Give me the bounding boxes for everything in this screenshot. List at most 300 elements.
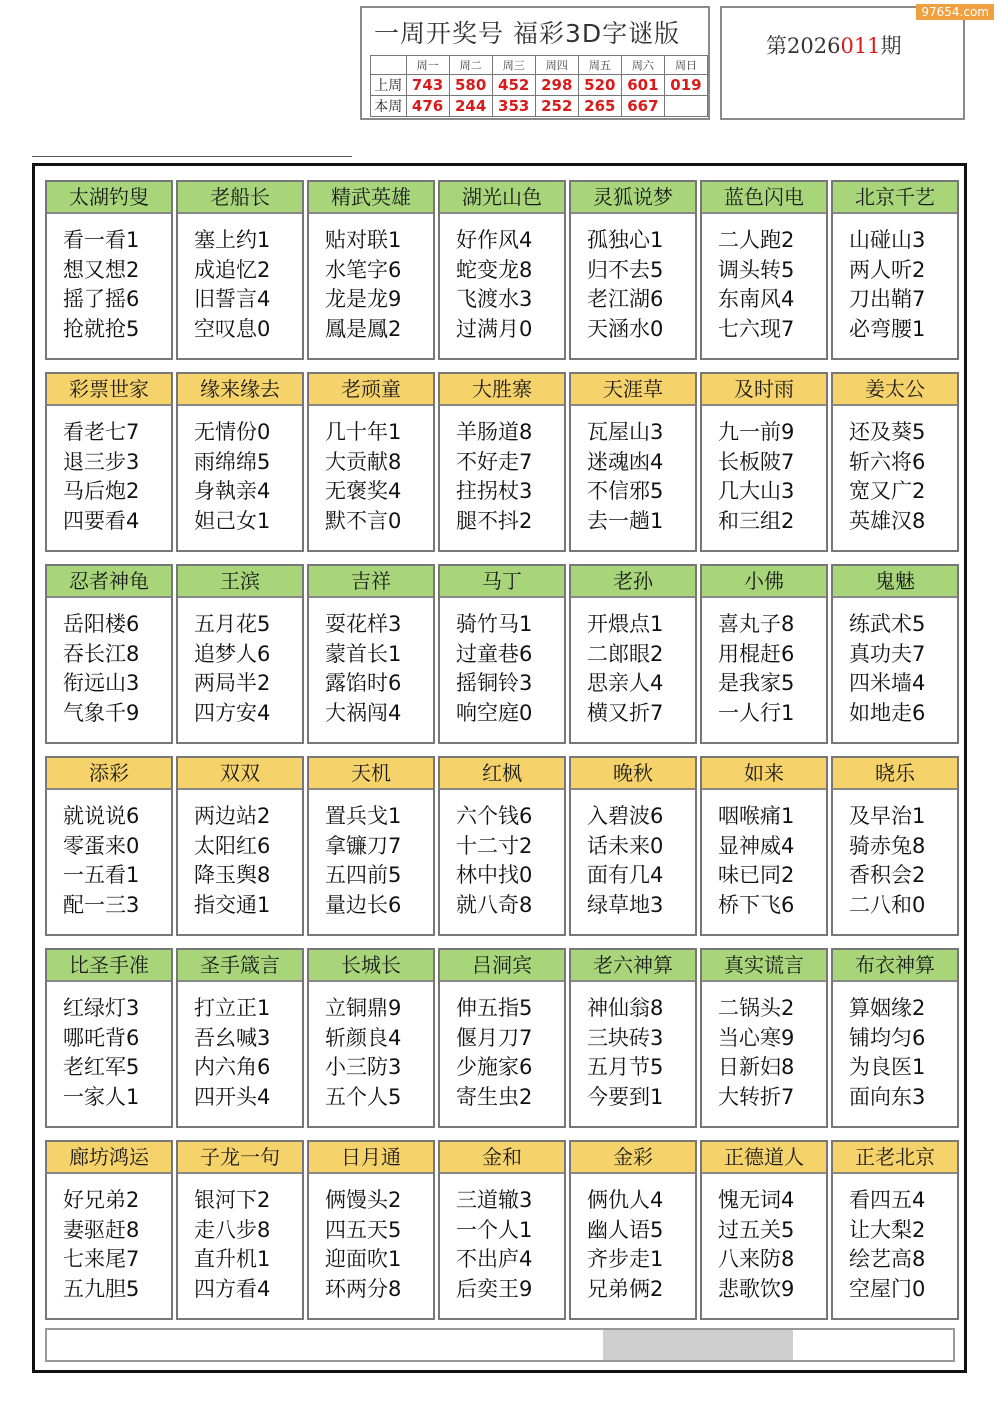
card-title: 晚秋	[571, 758, 695, 790]
riddle-line: 斩六将6	[849, 449, 926, 474]
riddle-card	[45, 180, 173, 360]
riddle-line: 大转折7	[718, 1084, 795, 1109]
riddle-line: 哪吒背6	[63, 1025, 140, 1050]
card-body	[571, 598, 695, 728]
riddle-card	[307, 1140, 435, 1320]
riddle-card	[438, 180, 566, 360]
riddle-card	[176, 1140, 304, 1320]
card-body	[833, 1174, 957, 1304]
riddle-card	[700, 564, 828, 744]
card-title: 北京千艺	[833, 182, 957, 214]
riddle-line: 林中找0	[456, 863, 533, 887]
card-body	[309, 982, 433, 1112]
riddle-line: 味已同2	[718, 863, 795, 887]
riddle-line: 瓦屋山3	[587, 420, 664, 444]
riddle-card	[569, 180, 697, 360]
footer-bar	[45, 1328, 955, 1362]
riddle-line: 吞长江8	[63, 641, 140, 666]
card-title: 忍者神龟	[47, 566, 171, 598]
riddle-line: 三道辙3	[456, 1188, 533, 1212]
riddle-line: 蛇变龙8	[456, 257, 533, 282]
riddle-line: 四方安4	[194, 700, 271, 725]
riddle-line: 一家人1	[63, 1084, 140, 1109]
riddle-line: 吾幺喊3	[194, 1025, 271, 1050]
riddle-card	[45, 564, 173, 744]
riddle-card	[831, 372, 959, 552]
riddle-line: 三块砖3	[587, 1025, 664, 1050]
riddle-card	[700, 756, 828, 936]
riddle-line: 银河下2	[194, 1188, 271, 1212]
riddle-card	[307, 180, 435, 360]
riddle-line: 打立正1	[194, 996, 271, 1020]
riddle-line: 看四五4	[849, 1188, 926, 1212]
riddle-line: 五四前5	[325, 863, 402, 887]
riddle-line: 妻驱赶8	[63, 1217, 140, 1242]
corner-cell	[371, 56, 407, 75]
card-title: 比圣手准	[47, 950, 171, 982]
riddle-line: 齐步走1	[587, 1247, 664, 1271]
card-body	[702, 982, 826, 1112]
riddle-line: 塞上约1	[194, 228, 271, 252]
card-title: 湖光山色	[440, 182, 564, 214]
card-body	[440, 598, 564, 728]
riddle-line: 山碰山3	[849, 228, 926, 252]
card-body	[571, 1174, 695, 1304]
riddle-line: 寄生虫2	[456, 1084, 533, 1109]
riddle-line: 如地走6	[849, 700, 926, 725]
riddle-line: 环两分8	[325, 1276, 402, 1301]
card-title: 及时雨	[702, 374, 826, 406]
draw-number: 520	[578, 75, 621, 96]
riddle-line: 七六现7	[718, 316, 795, 341]
riddle-line: 绘艺高8	[849, 1247, 926, 1271]
riddle-line: 十二寸2	[456, 833, 533, 858]
card-title: 真实谎言	[702, 950, 826, 982]
draw-number: 265	[578, 96, 621, 117]
riddle-line: 二锅头2	[718, 996, 795, 1020]
riddle-line: 走八步8	[194, 1217, 271, 1242]
riddle-line: 无褒奖4	[325, 479, 402, 503]
riddle-line: 俩仇人4	[587, 1188, 664, 1212]
riddle-line: 量边长6	[325, 892, 402, 917]
card-title: 长城长	[309, 950, 433, 982]
card-body	[178, 982, 302, 1112]
riddle-line: 四五天5	[325, 1217, 402, 1242]
draw-number: 743	[406, 75, 449, 96]
riddle-line: 面有几4	[587, 863, 664, 887]
riddle-line: 旧誓言4	[194, 287, 271, 311]
riddle-line: 蒙首长1	[325, 641, 402, 666]
riddle-line: 过满月0	[456, 316, 533, 341]
riddle-line: 羊肠道8	[456, 420, 533, 444]
card-title: 廊坊鸿运	[47, 1142, 171, 1174]
riddle-line: 为良医1	[849, 1055, 926, 1079]
card-title: 布衣神算	[833, 950, 957, 982]
riddle-line: 成追忆2	[194, 257, 271, 282]
riddle-card	[569, 372, 697, 552]
riddle-line: 一个人1	[456, 1217, 533, 1242]
riddle-line: 还及葵5	[849, 420, 926, 444]
card-title: 如来	[702, 758, 826, 790]
riddle-card	[831, 564, 959, 744]
card-title: 天涯草	[571, 374, 695, 406]
riddle-line: 拿镰刀7	[325, 833, 402, 858]
card-body	[702, 790, 826, 920]
card-title: 灵狐说梦	[571, 182, 695, 214]
riddle-line: 刀出鞘7	[849, 287, 926, 311]
draw-number: 476	[406, 96, 449, 117]
card-title: 双双	[178, 758, 302, 790]
riddle-line: 腿不抖2	[456, 508, 533, 533]
riddle-line: 二人跑2	[718, 228, 795, 252]
riddle-line: 妲己女1	[194, 508, 271, 533]
riddle-line: 不出庐4	[456, 1247, 533, 1271]
card-body	[309, 406, 433, 536]
riddle-line: 天涵水0	[587, 316, 664, 341]
card-body	[702, 214, 826, 344]
riddle-line: 五九胆5	[63, 1276, 140, 1301]
riddle-line: 马后炮2	[63, 479, 140, 503]
issue-digits: 011	[840, 34, 881, 58]
draw-number	[664, 96, 707, 117]
riddle-line: 拄拐杖3	[456, 479, 533, 503]
riddle-line: 桥下飞6	[718, 892, 795, 917]
riddle-line: 红绿灯3	[63, 996, 140, 1020]
card-title: 红枫	[440, 758, 564, 790]
riddle-line: 香积会2	[849, 863, 926, 887]
riddle-line: 过五关5	[718, 1217, 795, 1242]
card-title: 彩票世家	[47, 374, 171, 406]
card-body	[309, 790, 433, 920]
riddle-line: 气象千9	[63, 700, 140, 725]
riddle-line: 用棍赶6	[718, 641, 795, 666]
this-week-row	[371, 96, 708, 117]
card-title: 天机	[309, 758, 433, 790]
riddle-line: 骑竹马1	[456, 612, 533, 636]
card-body	[178, 406, 302, 536]
card-title: 鬼魅	[833, 566, 957, 598]
riddle-line: 真功夫7	[849, 641, 926, 666]
riddle-line: 是我家5	[718, 671, 795, 695]
riddle-card	[176, 948, 304, 1128]
card-title: 老顽童	[309, 374, 433, 406]
riddle-line: 雨绵绵5	[194, 449, 271, 474]
card-body	[178, 214, 302, 344]
riddle-line: 五月花5	[194, 612, 271, 636]
riddle-card	[307, 372, 435, 552]
riddle-line: 一五看1	[63, 863, 140, 887]
riddle-line: 五月节5	[587, 1055, 664, 1079]
riddle-card	[176, 756, 304, 936]
riddle-line: 两边站2	[194, 804, 271, 828]
riddle-line: 摇了摇6	[63, 287, 140, 311]
card-title: 马丁	[440, 566, 564, 598]
riddle-line: 咽喉痛1	[718, 804, 795, 828]
footer-shade	[603, 1330, 793, 1360]
riddle-line: 幽人语5	[587, 1217, 664, 1242]
riddle-line: 大祸闯4	[325, 700, 402, 725]
card-body	[833, 598, 957, 728]
riddle-grid	[32, 163, 967, 1373]
riddle-line: 就说说6	[63, 804, 140, 828]
card-body	[440, 1174, 564, 1304]
riddle-line: 兄弟俩2	[587, 1276, 664, 1301]
riddle-line: 无情份0	[194, 420, 271, 444]
riddle-line: 七来尾7	[63, 1247, 140, 1271]
riddle-line: 神仙翁8	[587, 996, 664, 1020]
weekday-header: 周四	[535, 56, 578, 75]
riddle-line: 悲歌饮9	[718, 1276, 795, 1301]
riddle-line: 九一前9	[718, 420, 795, 444]
card-title: 正老北京	[833, 1142, 957, 1174]
riddle-line: 思亲人4	[587, 671, 664, 695]
riddle-card	[438, 372, 566, 552]
riddle-line: 东南风4	[718, 287, 795, 311]
riddle-card	[45, 372, 173, 552]
weekday-row	[371, 56, 708, 75]
riddle-line: 斩颜良4	[325, 1025, 402, 1050]
draw-number: 667	[621, 96, 664, 117]
riddle-line: 太阳红6	[194, 833, 271, 858]
weekly-results-panel	[360, 6, 710, 120]
riddle-card	[438, 756, 566, 936]
riddle-line: 老江湖6	[587, 287, 664, 311]
weekday-header: 周日	[664, 56, 707, 75]
card-title: 子龙一句	[178, 1142, 302, 1174]
draw-number: 580	[449, 75, 492, 96]
card-title: 王滨	[178, 566, 302, 598]
riddle-line: 默不言0	[325, 508, 402, 533]
riddle-card	[176, 180, 304, 360]
card-title: 精武英雄	[309, 182, 433, 214]
card-body	[833, 214, 957, 344]
last-week-row	[371, 75, 708, 96]
results-title: 一周开奖号 福彩3D字谜版	[374, 19, 681, 48]
card-title: 小佛	[702, 566, 826, 598]
draw-number: 298	[535, 75, 578, 96]
riddle-line: 岳阳楼6	[63, 612, 140, 636]
riddle-card	[307, 564, 435, 744]
riddle-line: 四开头4	[194, 1084, 271, 1109]
card-body	[309, 214, 433, 344]
weekday-header: 周三	[492, 56, 535, 75]
card-body	[571, 406, 695, 536]
riddle-line: 抢就抢5	[63, 316, 140, 341]
riddle-line: 想又想2	[63, 257, 140, 282]
watermark-badge: 97654.com	[916, 4, 994, 20]
card-title: 姜太公	[833, 374, 957, 406]
riddle-card	[45, 756, 173, 936]
riddle-card	[569, 756, 697, 936]
riddle-card	[831, 1140, 959, 1320]
card-body	[440, 406, 564, 536]
row-label: 本周	[371, 96, 407, 117]
riddle-line: 宽又广2	[849, 479, 926, 503]
riddle-line: 空屋门0	[849, 1276, 926, 1301]
card-title: 老孙	[571, 566, 695, 598]
card-title: 圣手箴言	[178, 950, 302, 982]
riddle-card	[831, 756, 959, 936]
issue-number	[766, 30, 902, 60]
card-body	[440, 214, 564, 344]
riddle-line: 当心寒9	[718, 1025, 795, 1050]
riddle-line: 归不去5	[587, 257, 664, 282]
card-title: 老六神算	[571, 950, 695, 982]
card-title: 吉祥	[309, 566, 433, 598]
riddle-line: 日新妇8	[718, 1055, 795, 1079]
card-body	[47, 1174, 171, 1304]
card-body	[571, 214, 695, 344]
draw-number: 601	[621, 75, 664, 96]
riddle-line: 几十年1	[325, 420, 402, 444]
riddle-card	[176, 372, 304, 552]
riddle-line: 迎面吹1	[325, 1247, 402, 1271]
card-body	[571, 982, 695, 1112]
riddle-card	[307, 756, 435, 936]
riddle-line: 退三步3	[63, 449, 140, 474]
riddle-line: 老红军5	[63, 1055, 140, 1079]
riddle-line: 和三组2	[718, 508, 795, 533]
riddle-line: 过童巷6	[456, 641, 533, 666]
riddle-line: 好兄弟2	[63, 1188, 140, 1212]
card-body	[571, 790, 695, 920]
riddle-line: 追梦人6	[194, 641, 271, 666]
riddle-line: 好作风4	[456, 228, 533, 252]
riddle-line: 迷魂凼4	[587, 449, 664, 474]
riddle-line: 二八和0	[849, 892, 926, 917]
riddle-line: 算姻缘2	[849, 996, 926, 1020]
riddle-line: 鳳是鳳2	[325, 316, 402, 341]
riddle-line: 少施家6	[456, 1055, 533, 1079]
weekday-header: 周六	[621, 56, 664, 75]
riddle-line: 调头转5	[718, 257, 795, 282]
riddle-card	[831, 948, 959, 1128]
card-title: 添彩	[47, 758, 171, 790]
riddle-card	[700, 1140, 828, 1320]
riddle-line: 几大山3	[718, 479, 795, 503]
riddle-line: 练武术5	[849, 612, 926, 636]
card-body	[702, 406, 826, 536]
riddle-line: 面向东3	[849, 1084, 926, 1109]
riddle-line: 置兵戈1	[325, 804, 402, 828]
riddle-line: 指交通1	[194, 892, 271, 917]
draw-number: 353	[492, 96, 535, 117]
riddle-line: 看老七7	[63, 420, 140, 444]
riddle-line: 露馅时6	[325, 671, 402, 695]
riddle-line: 耍花样3	[325, 612, 402, 636]
riddle-line: 配一三3	[63, 892, 140, 917]
riddle-line: 一人行1	[718, 700, 795, 725]
riddle-line: 零蛋来0	[63, 833, 140, 858]
card-title: 正德道人	[702, 1142, 826, 1174]
riddle-card	[700, 372, 828, 552]
card-title: 金彩	[571, 1142, 695, 1174]
riddle-line: 去一趟1	[587, 508, 664, 533]
riddle-card	[438, 948, 566, 1128]
riddle-line: 贴对联1	[325, 228, 402, 252]
riddle-line: 骑赤兔8	[849, 833, 926, 858]
card-body	[309, 1174, 433, 1304]
riddle-card	[569, 948, 697, 1128]
weekday-header: 周五	[578, 56, 621, 75]
card-body	[309, 598, 433, 728]
riddle-line: 英雄汉8	[849, 508, 926, 533]
riddle-line: 摇铜铃3	[456, 671, 533, 695]
issue-prefix: 第2026	[766, 34, 841, 58]
riddle-line: 入碧波6	[587, 804, 664, 828]
riddle-card	[45, 948, 173, 1128]
card-body	[47, 406, 171, 536]
riddle-card	[45, 1140, 173, 1320]
riddle-line: 绿草地3	[587, 892, 664, 917]
issue-panel	[720, 6, 965, 120]
draw-number: 452	[492, 75, 535, 96]
card-body	[440, 982, 564, 1112]
riddle-line: 直升机1	[194, 1247, 271, 1271]
riddle-card	[569, 1140, 697, 1320]
riddle-line: 不信邪5	[587, 479, 664, 503]
riddle-card	[176, 564, 304, 744]
card-body	[178, 790, 302, 920]
card-body	[440, 790, 564, 920]
riddle-line: 身執亲4	[194, 479, 271, 503]
card-title: 金和	[440, 1142, 564, 1174]
riddle-line: 孤独心1	[587, 228, 664, 252]
weekday-header: 周二	[449, 56, 492, 75]
riddle-line: 两局半2	[194, 671, 271, 695]
riddle-line: 大贡献8	[325, 449, 402, 474]
riddle-line: 让大梨2	[849, 1217, 926, 1242]
card-title: 缘来缘去	[178, 374, 302, 406]
card-body	[47, 598, 171, 728]
riddle-line: 两人听2	[849, 257, 926, 282]
riddle-line: 不好走7	[456, 449, 533, 474]
results-table	[370, 55, 708, 117]
issue-suffix: 期	[880, 34, 902, 58]
riddle-line: 喜丸子8	[718, 612, 795, 636]
riddle-line: 及早治1	[849, 804, 926, 828]
riddle-card	[700, 948, 828, 1128]
riddle-card	[307, 948, 435, 1128]
riddle-line: 五个人5	[325, 1084, 402, 1109]
riddle-line: 六个钱6	[456, 804, 533, 828]
riddle-line: 衔远山3	[63, 671, 140, 695]
riddle-line: 四要看4	[63, 508, 140, 533]
card-body	[47, 214, 171, 344]
card-body	[833, 982, 957, 1112]
riddle-line: 长板陂7	[718, 449, 795, 474]
card-title: 晓乐	[833, 758, 957, 790]
riddle-line: 开煨点1	[587, 612, 664, 636]
card-title: 老船长	[178, 182, 302, 214]
riddle-line: 龙是龙9	[325, 287, 402, 311]
card-body	[833, 790, 957, 920]
riddle-card	[438, 1140, 566, 1320]
card-title: 太湖钓叟	[47, 182, 171, 214]
riddle-line: 小三防3	[325, 1055, 402, 1079]
riddle-line: 二郎眼2	[587, 641, 664, 666]
card-body	[833, 406, 957, 536]
card-title: 日月通	[309, 1142, 433, 1174]
riddle-line: 立铜鼎9	[325, 996, 402, 1020]
card-title: 吕洞宾	[440, 950, 564, 982]
card-body	[702, 598, 826, 728]
card-body	[47, 790, 171, 920]
riddle-line: 水笔字6	[325, 257, 402, 282]
riddle-card	[438, 564, 566, 744]
card-body	[178, 1174, 302, 1304]
riddle-line: 飞渡水3	[456, 287, 533, 311]
